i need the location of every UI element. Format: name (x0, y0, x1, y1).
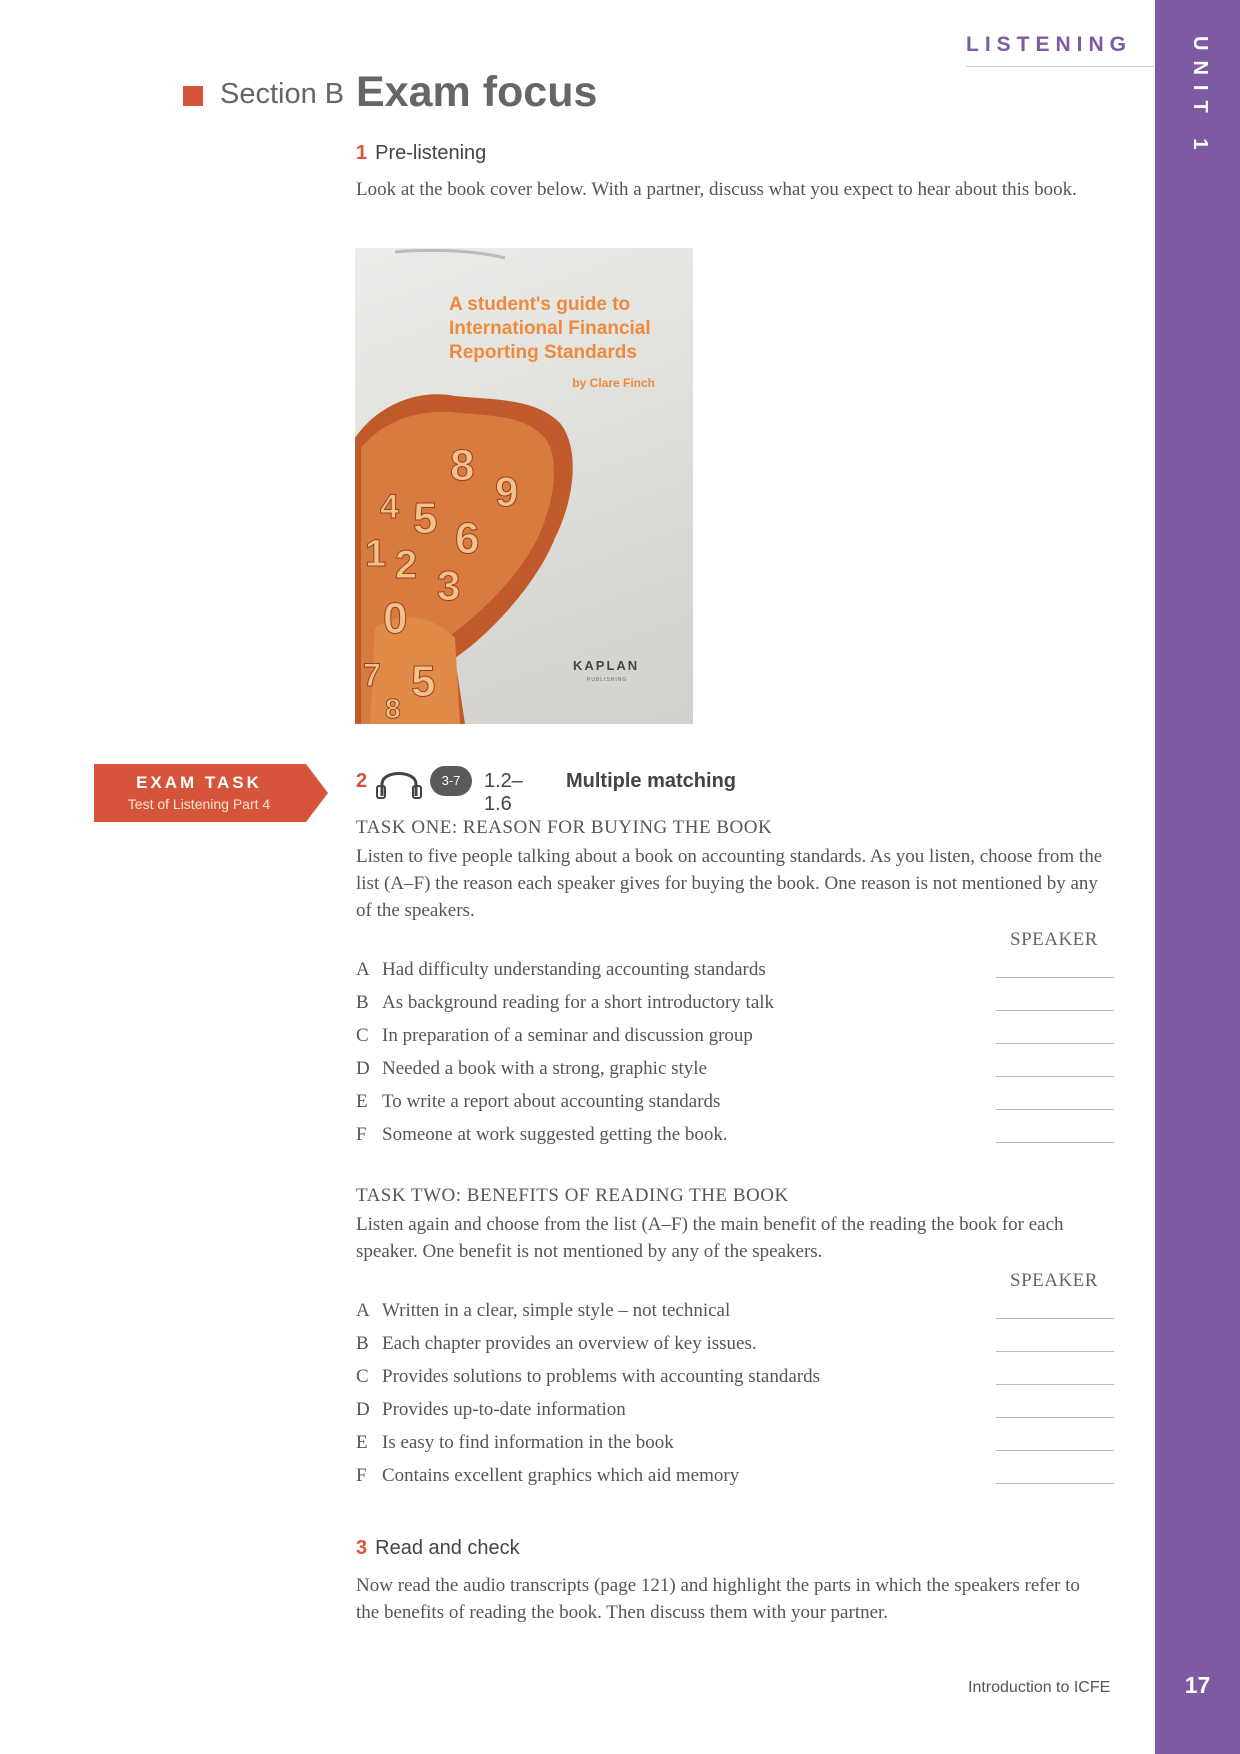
list-item (356, 1118, 1116, 1151)
task-two-options (356, 1294, 1116, 1492)
option-text: Contains excellent graphics which aid memory (382, 1465, 740, 1486)
task-two-speaker-label: SPEAKER (1010, 1270, 1098, 1291)
list-item (356, 1085, 1116, 1118)
track-range: 1.2–1.6 (484, 770, 523, 815)
option-letter: A (356, 959, 370, 980)
publisher-logo: KAPLAN (573, 658, 640, 673)
list-item (356, 953, 1116, 986)
task-1-instruction: Look at the book cover below. With a partner, discuss what you expect to hear about this book. (356, 179, 1077, 200)
svg-text:1: 1 (365, 533, 387, 575)
option-text: As background reading for a short introductory talk (382, 992, 775, 1013)
exam-task-tag (94, 764, 329, 822)
svg-text:5: 5 (411, 657, 436, 706)
cd-badge: 3-7 (430, 766, 472, 796)
unit-label: UNIT 1 (1189, 36, 1211, 160)
option-letter: F (356, 1465, 367, 1486)
book-author: by Clare Finch (572, 376, 655, 390)
answer-line[interactable] (996, 1450, 1114, 1451)
answer-line[interactable] (996, 1142, 1114, 1143)
task-2-title: Multiple matching (566, 770, 736, 792)
option-letter: B (356, 1333, 369, 1354)
running-head: LISTENING (966, 33, 1133, 56)
exam-task-subtitle: Test of Listening Part 4 (127, 796, 271, 812)
option-text: Provides up-to-date information (382, 1399, 626, 1420)
task-3-instruction: Now read the audio transcripts (page 121) and highlight the parts in which the speakers refer to the benefits of reading the book. Then discuss them with your partner. (356, 1575, 1080, 1623)
answer-line[interactable] (996, 1109, 1114, 1110)
option-letter: C (356, 1025, 369, 1046)
list-item (356, 1426, 1116, 1459)
section-label: Section B (220, 78, 345, 110)
task-3-heading (356, 1537, 520, 1560)
publisher-subtitle: PUBLISHING (587, 677, 628, 683)
option-text: Needed a book with a strong, graphic style (382, 1058, 708, 1079)
task-3-number: 3 (356, 1537, 368, 1559)
book-cover-image (355, 248, 693, 724)
option-text: To write a report about accounting standards (382, 1091, 721, 1112)
option-letter: D (356, 1058, 370, 1079)
task-1-heading (356, 142, 486, 165)
task-one-speaker-label: SPEAKER (1010, 929, 1098, 950)
option-letter: A (356, 1300, 370, 1321)
unit-strip (1155, 0, 1240, 1754)
answer-line[interactable] (996, 1351, 1114, 1352)
svg-text:4: 4 (380, 488, 399, 526)
option-letter: F (356, 1124, 367, 1145)
svg-text:3: 3 (437, 562, 461, 609)
svg-text:5: 5 (413, 494, 438, 543)
list-item (356, 1019, 1116, 1052)
task-1-number: 1 (356, 142, 368, 164)
list-item (356, 1327, 1116, 1360)
answer-line[interactable] (996, 1076, 1114, 1077)
svg-text:8: 8 (450, 441, 475, 490)
task-1-title: Pre-listening (375, 142, 487, 164)
option-letter: D (356, 1399, 370, 1420)
svg-text:2: 2 (395, 543, 418, 587)
svg-text:0: 0 (383, 594, 408, 643)
task-one-options (356, 953, 1116, 1151)
answer-line[interactable] (996, 1417, 1114, 1418)
list-item (356, 986, 1116, 1019)
option-text: Written in a clear, simple style – not technical (382, 1300, 731, 1321)
option-letter: B (356, 992, 369, 1013)
exam-task-title: EXAM TASK (136, 773, 262, 792)
section-square-icon (183, 86, 203, 106)
task-3-title: Read and check (375, 1537, 520, 1559)
answer-line[interactable] (996, 1010, 1114, 1011)
task-one-instruction: Listen to five people talking about a book on accounting standards. As you listen, choose from the list (A–F) the reason each speaker gives for buying the book. One reason is not mentioned by any of the speakers. (356, 846, 1103, 921)
answer-line[interactable] (996, 1483, 1114, 1484)
task-two-instruction: Listen again and choose from the list (A–F) the main benefit of the reading the book for each speaker. One benefit is not mentioned by any of the speakers. (356, 1214, 1064, 1262)
option-text: In preparation of a seminar and discussion group (382, 1025, 753, 1046)
page-title: Exam focus (356, 68, 598, 116)
option-letter: C (356, 1366, 369, 1387)
option-text: Provides solutions to problems with accounting standards (382, 1366, 821, 1387)
task-2-number: 2 (356, 770, 368, 792)
answer-line[interactable] (996, 1384, 1114, 1385)
task-two-heading: TASK TWO: BENEFITS OF READING THE BOOK (356, 1185, 789, 1206)
list-item (356, 1459, 1116, 1492)
list-item (356, 1052, 1116, 1085)
running-head-rule (966, 66, 1154, 67)
list-item (356, 1360, 1116, 1393)
option-text: Is easy to find information in the book (382, 1432, 674, 1453)
footer-text: Introduction to ICFE (968, 1679, 1111, 1696)
page-number: 17 (1184, 1672, 1211, 1698)
option-letter: E (356, 1091, 368, 1112)
svg-text:7: 7 (363, 657, 381, 693)
answer-line[interactable] (996, 1318, 1114, 1319)
answer-line[interactable] (996, 977, 1114, 978)
svg-text:8: 8 (385, 693, 401, 724)
list-item (356, 1393, 1116, 1426)
list-item (356, 1294, 1116, 1327)
option-text: Had difficulty understanding accounting standards (382, 959, 766, 980)
option-text: Someone at work suggested getting the book. (382, 1124, 728, 1145)
answer-line[interactable] (996, 1043, 1114, 1044)
book-title: A student's guide to International Financial Reporting Standards (449, 294, 651, 363)
svg-text:9: 9 (495, 468, 519, 515)
headphones-icon (374, 764, 424, 800)
option-letter: E (356, 1432, 368, 1453)
task-one-heading: TASK ONE: REASON FOR BUYING THE BOOK (356, 817, 773, 838)
svg-text:6: 6 (455, 514, 480, 563)
option-text: Each chapter provides an overview of key issues. (382, 1333, 757, 1354)
